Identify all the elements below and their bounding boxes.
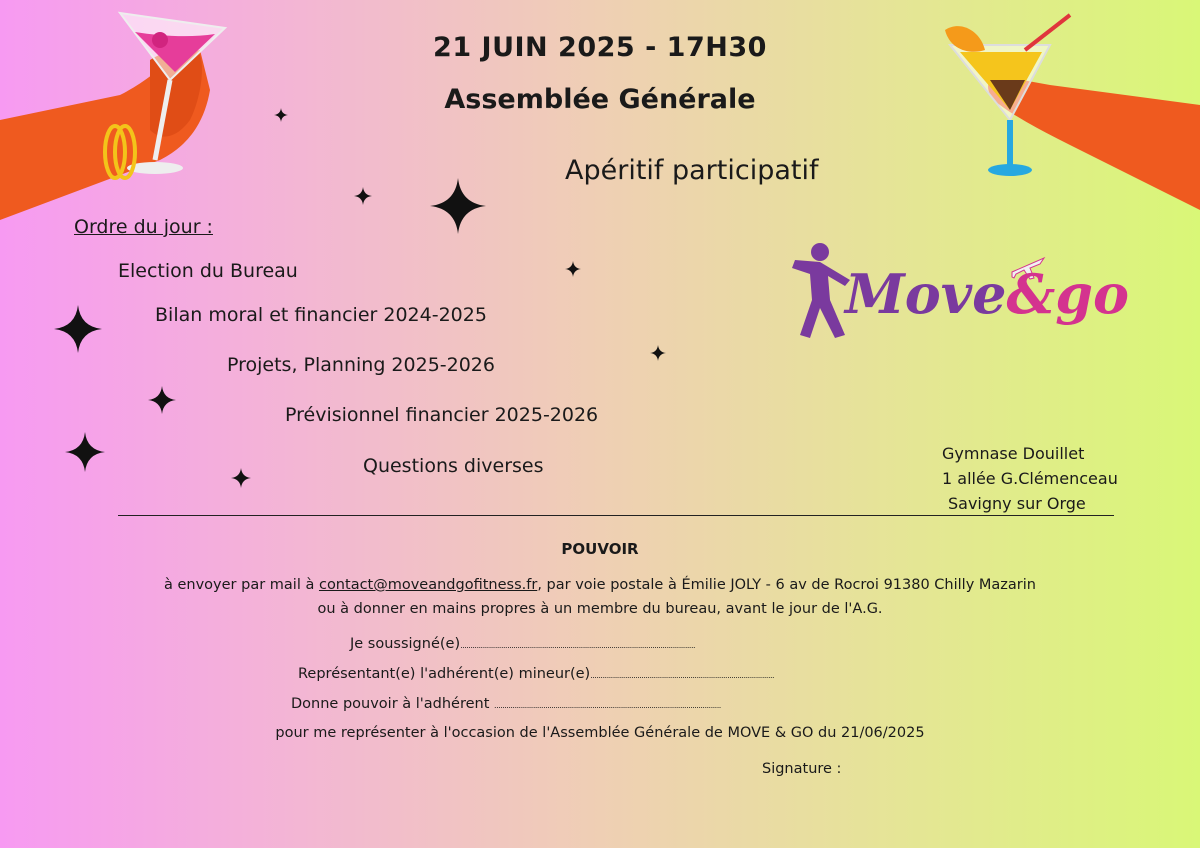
field-donne-pouvoir-dots: ............................................................................................................... <box>494 701 721 710</box>
aperitif-subtitle: Apéritif participatif <box>565 155 819 186</box>
pouvoir-statement: pour me représenter à l'occasion de l'Assemblée Générale de MOVE & GO du 21/06/2025 <box>275 725 925 741</box>
sparkle-icon <box>54 305 102 353</box>
address-line: 1 allée G.Clémenceau <box>942 469 1118 488</box>
move-and-go-logo <box>790 240 1130 375</box>
field-donne-pouvoir-label: Donne pouvoir à l'adhérent <box>291 696 495 712</box>
agenda-item: Prévisionnel financier 2025-2026 <box>285 404 599 426</box>
logo-text-ampersand: & <box>1006 262 1056 326</box>
sparkle-icon <box>354 187 372 205</box>
sparkle-icon <box>565 261 581 277</box>
agenda-item: Bilan moral et financier 2024-2025 <box>155 304 487 326</box>
logo-text-move: Move <box>845 262 1007 326</box>
send-suffix: , par voie postale à Émilie JOLY - 6 av de Rocroi 91380 Chilly Mazarin <box>537 577 1036 593</box>
agenda-item: Projets, Planning 2025-2026 <box>227 354 495 376</box>
field-representant <box>298 666 774 682</box>
sparkle-icon <box>65 432 105 472</box>
signature-label: Signature : <box>762 761 842 777</box>
sparkle-icon <box>148 386 176 414</box>
sparkle-icon <box>650 345 666 361</box>
email-link[interactable]: contact@moveandgofitness.fr <box>318 577 538 593</box>
pouvoir-title: POUVOIR <box>561 540 639 558</box>
field-soussigne-label: Je soussigné(e) <box>350 636 461 652</box>
sparkle-icon <box>274 108 288 122</box>
address-line: Gymnase Douillet <box>942 444 1085 463</box>
field-soussigne-dots: ................................................................................................................... <box>460 641 696 650</box>
pouvoir-line2: ou à donner en mains propres à un membre du bureau, avant le jour de l'A.G. <box>317 601 883 617</box>
divider <box>118 515 1114 516</box>
send-prefix: à envoyer par mail à <box>164 577 319 593</box>
field-soussigne <box>350 636 695 652</box>
page-title: Assemblée Générale <box>444 84 756 115</box>
agenda-item: Questions diverses <box>363 455 544 477</box>
field-representant-dots: .......................................................................................... <box>590 671 775 680</box>
pouvoir-send-instructions <box>0 577 1200 593</box>
logo-text-go: go <box>1055 262 1130 326</box>
address-line: Savigny sur Orge <box>948 494 1086 513</box>
agenda-item: Election du Bureau <box>118 260 298 282</box>
sparkle-icon <box>231 468 251 488</box>
field-representant-label: Représentant(e) l'adhérent(e) mineur(e) <box>298 666 591 682</box>
agenda-heading: Ordre du jour : <box>74 216 213 238</box>
date-time: 21 JUIN 2025 - 17H30 <box>433 32 767 63</box>
field-donne-pouvoir <box>291 696 721 712</box>
sparkle-icon <box>430 178 486 234</box>
